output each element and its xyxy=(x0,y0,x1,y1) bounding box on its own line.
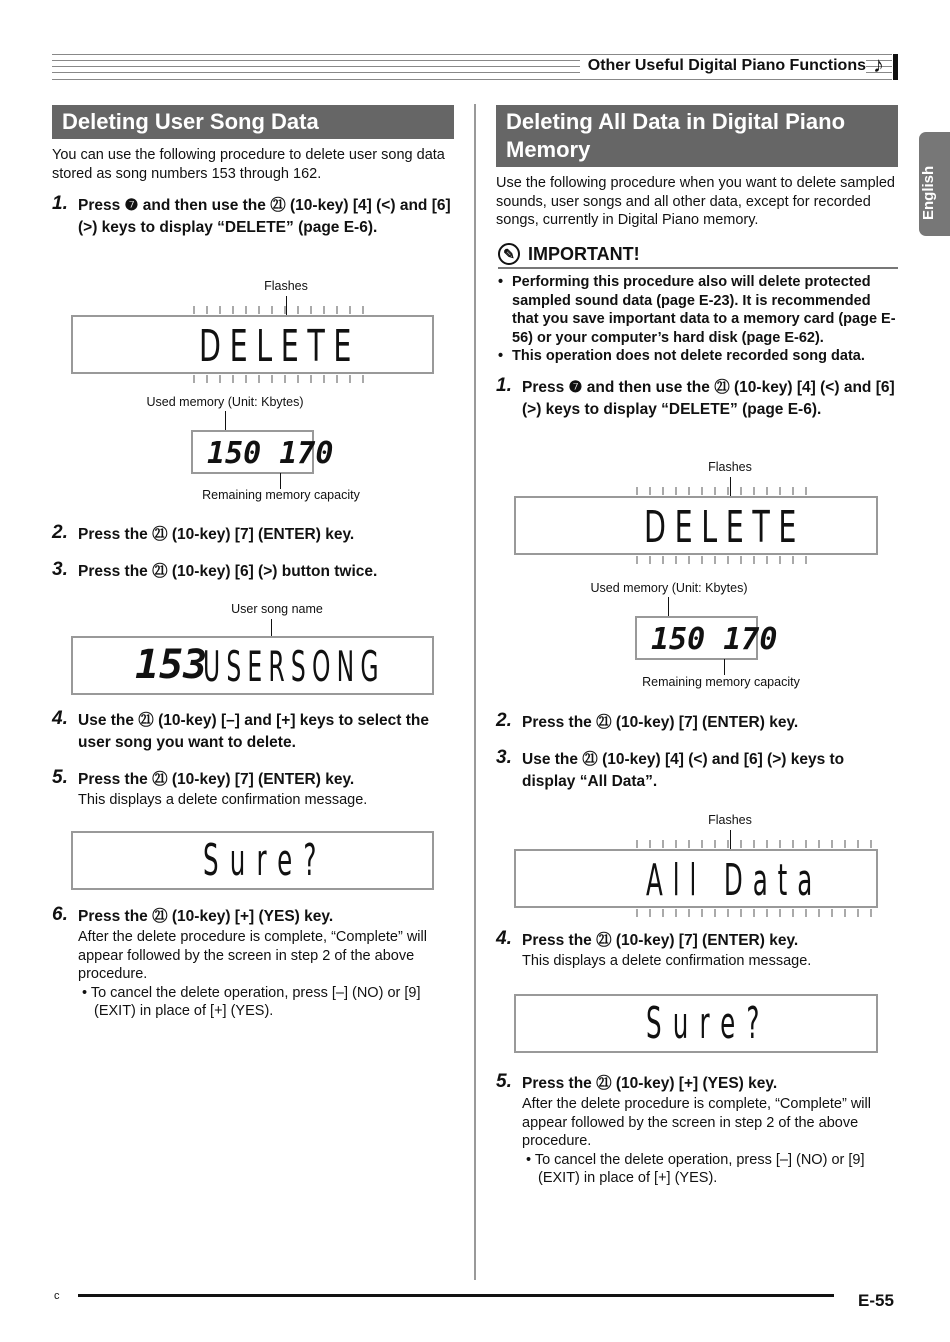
flash-tick xyxy=(701,909,703,917)
flash-tick xyxy=(857,840,859,848)
step-text: Press ❼ and then use the ㉑ (10-key) [4] (<) and [6] (>) keys to display “DELETE” (page E-6). xyxy=(522,379,895,418)
important-header xyxy=(498,243,898,269)
caption-pointer xyxy=(286,296,287,316)
flash-tick xyxy=(636,909,638,917)
lcd-song-number: 153 xyxy=(135,642,208,688)
flash-tick xyxy=(753,487,755,495)
left-step-5 xyxy=(52,767,454,810)
flash-tick xyxy=(362,375,364,383)
caption-used-memory: Used memory (Unit: Kbytes) xyxy=(590,581,748,595)
caption-pointer xyxy=(724,659,725,675)
right-step-2 xyxy=(496,710,896,734)
caption-flashes: Flashes xyxy=(708,460,752,474)
flash-tick xyxy=(805,840,807,848)
flash-tick xyxy=(766,840,768,848)
flash-tick xyxy=(714,556,716,564)
right-step-4 xyxy=(496,928,896,971)
footer-mark: c xyxy=(54,1290,60,1302)
step-text: Use the ㉑ (10-key) [4] (<) and [6] (>) keys to display “All Data”. xyxy=(522,751,845,790)
flash-tick xyxy=(219,306,221,314)
flash-tick xyxy=(284,375,286,383)
language-tab-label: English xyxy=(920,165,937,220)
flash-tick xyxy=(245,375,247,383)
step-text: Press the ㉑ (10-key) [7] (ENTER) key. xyxy=(78,526,355,543)
step-subtext: This displays a delete confirmation message. xyxy=(78,792,368,808)
caption-flashes: Flashes xyxy=(708,813,752,827)
step-bullet: • To cancel the delete operation, press [–] (NO) or [9] (EXIT) in place of [+] (YES). xyxy=(82,984,421,1019)
flash-tick xyxy=(271,306,273,314)
flash-tick xyxy=(662,556,664,564)
flash-tick xyxy=(779,840,781,848)
flash-tick xyxy=(675,840,677,848)
lcd-display-sure xyxy=(71,831,434,890)
flash-tick xyxy=(740,487,742,495)
lcd-text: All Data xyxy=(646,855,823,906)
important-title: IMPORTANT! xyxy=(528,244,640,264)
flash-tick xyxy=(740,909,742,917)
caption-user-song-name: User song name xyxy=(231,602,323,616)
flash-tick xyxy=(792,487,794,495)
flash-tick xyxy=(336,306,338,314)
left-step-6 xyxy=(52,904,454,1021)
flash-tick xyxy=(792,840,794,848)
flash-tick xyxy=(258,375,260,383)
step-subtext: This displays a delete confirmation message. xyxy=(522,953,812,969)
step-subtext: After the delete procedure is complete, “Complete” will appear followed by the screen in step 2 of the above procedure. xyxy=(522,1096,871,1149)
flash-tick xyxy=(766,556,768,564)
music-note-icon: ♪ xyxy=(873,52,884,77)
flash-tick xyxy=(649,909,651,917)
step-text: Press ❼ and then use the ㉑ (10-key) [4] (<) and [6] (>) keys to display “DELETE” (page E-6). xyxy=(78,197,451,236)
caption-used-memory: Used memory (Unit: Kbytes) xyxy=(146,395,304,409)
flash-tick xyxy=(649,556,651,564)
flash-tick xyxy=(727,487,729,495)
flash-tick xyxy=(636,840,638,848)
right-intro: Use the following procedure when you want to delete sampled sounds, user songs and all other data, except for recorded songs, currently in Digital Piano memory. xyxy=(496,175,895,228)
flash-tick xyxy=(662,840,664,848)
flash-tick xyxy=(753,909,755,917)
flash-tick xyxy=(349,375,351,383)
flash-tick xyxy=(310,375,312,383)
flash-tick xyxy=(740,840,742,848)
step-number: 2. xyxy=(496,710,512,731)
flash-tick xyxy=(766,909,768,917)
lcd-memory-value: 150 170 xyxy=(207,436,334,471)
flash-tick xyxy=(701,487,703,495)
flash-tick xyxy=(206,306,208,314)
caption-flashes: Flashes xyxy=(264,279,308,293)
left-intro: You can use the following procedure to delete user song data stored as song numbers 153 through 162. xyxy=(52,147,445,182)
flash-tick xyxy=(701,840,703,848)
language-tab[interactable] xyxy=(919,132,950,236)
flash-tick xyxy=(662,909,664,917)
left-step-3 xyxy=(52,559,452,583)
lcd-text: Sure? xyxy=(646,998,771,1049)
step-number: 3. xyxy=(52,559,68,580)
flash-tick xyxy=(844,909,846,917)
flash-tick xyxy=(844,840,846,848)
flash-tick xyxy=(714,840,716,848)
right-step-5 xyxy=(496,1071,896,1188)
footer-rule xyxy=(78,1294,834,1297)
flash-tick xyxy=(206,375,208,383)
flash-tick xyxy=(193,375,195,383)
flash-tick xyxy=(297,375,299,383)
caption-pointer xyxy=(668,597,669,617)
flash-tick xyxy=(636,556,638,564)
flash-tick xyxy=(818,909,820,917)
caption-pointer xyxy=(730,477,731,497)
right-step-1 xyxy=(496,375,896,421)
flash-tick xyxy=(792,909,794,917)
flash-tick xyxy=(336,375,338,383)
lcd-display-memory xyxy=(635,616,778,660)
flash-tick xyxy=(675,487,677,495)
flash-tick xyxy=(805,487,807,495)
step-bullet: • To cancel the delete operation, press [–] (NO) or [9] (EXIT) in place of [+] (YES). xyxy=(526,1151,865,1186)
flash-tick xyxy=(323,375,325,383)
caption-remaining: Remaining memory capacity xyxy=(642,675,800,689)
lcd-text: Sure? xyxy=(203,835,328,886)
flash-tick xyxy=(232,306,234,314)
lcd-song-name: USERSONG xyxy=(203,642,385,691)
lcd-display-all-data xyxy=(514,849,878,908)
flash-tick xyxy=(714,487,716,495)
flash-tick xyxy=(831,840,833,848)
flash-tick xyxy=(870,909,872,917)
flash-tick xyxy=(766,487,768,495)
flash-tick xyxy=(232,375,234,383)
step-number: 5. xyxy=(52,767,68,788)
flash-tick xyxy=(362,306,364,314)
step-number: 6. xyxy=(52,904,68,925)
flash-tick xyxy=(688,556,690,564)
lcd-display-delete xyxy=(71,315,434,374)
flash-tick xyxy=(245,306,247,314)
lcd-display-sure xyxy=(514,994,878,1053)
left-section-heading: Deleting User Song Data xyxy=(52,105,454,139)
page-number: E-55 xyxy=(858,1291,894,1310)
flash-tick xyxy=(714,909,716,917)
flash-tick xyxy=(675,909,677,917)
left-step-1 xyxy=(52,193,452,239)
flash-tick xyxy=(688,909,690,917)
left-step-4 xyxy=(52,708,454,754)
flash-tick xyxy=(349,306,351,314)
warning-icon: ✎ xyxy=(498,243,520,265)
step-number: 4. xyxy=(52,708,68,729)
flash-tick xyxy=(779,909,781,917)
important-item: • This operation does not delete recorded song data. xyxy=(498,348,865,364)
flash-tick xyxy=(323,306,325,314)
flash-tick xyxy=(805,556,807,564)
lcd-display-user-song xyxy=(71,636,434,695)
step-text: Press the ㉑ (10-key) [7] (ENTER) key. xyxy=(78,771,355,788)
flash-tick xyxy=(740,556,742,564)
flash-tick xyxy=(792,556,794,564)
step-number: 2. xyxy=(52,522,68,543)
flash-tick xyxy=(271,375,273,383)
flash-tick xyxy=(219,375,221,383)
flash-tick xyxy=(636,487,638,495)
step-text: Press the ㉑ (10-key) [7] (ENTER) key. xyxy=(522,714,799,731)
step-text: Press the ㉑ (10-key) [+] (YES) key. xyxy=(78,908,334,925)
flash-tick xyxy=(701,556,703,564)
step-text: Press the ㉑ (10-key) [+] (YES) key. xyxy=(522,1075,778,1092)
right-step-3 xyxy=(496,747,896,793)
flash-tick xyxy=(805,909,807,917)
step-text: Press the ㉑ (10-key) [6] (>) button twice. xyxy=(78,563,378,580)
left-step-2 xyxy=(52,522,452,546)
caption-remaining: Remaining memory capacity xyxy=(202,488,360,502)
flash-tick xyxy=(727,556,729,564)
flash-tick xyxy=(857,909,859,917)
lcd-memory-value: 150 170 xyxy=(651,622,778,657)
step-number: 3. xyxy=(496,747,512,768)
flash-tick xyxy=(675,556,677,564)
flash-tick xyxy=(727,909,729,917)
flash-tick xyxy=(831,909,833,917)
step-subtext: After the delete procedure is complete, “Complete” will appear followed by the screen in step 2 of the above procedure. xyxy=(78,929,427,982)
flash-tick xyxy=(649,840,651,848)
important-list xyxy=(496,273,896,366)
lcd-display-memory xyxy=(191,430,334,474)
flash-tick xyxy=(688,487,690,495)
caption-pointer xyxy=(280,473,281,489)
flash-tick xyxy=(297,306,299,314)
flash-tick xyxy=(779,556,781,564)
flash-tick xyxy=(818,840,820,848)
flash-tick xyxy=(258,306,260,314)
header-title: Other Useful Digital Piano Functions xyxy=(580,57,866,75)
flash-tick xyxy=(753,556,755,564)
step-number: 1. xyxy=(52,193,68,214)
header-end-bar xyxy=(893,54,898,80)
lcd-display-delete xyxy=(514,496,878,555)
flash-tick xyxy=(649,487,651,495)
step-number: 4. xyxy=(496,928,512,949)
caption-pointer xyxy=(730,830,731,850)
right-section-heading: Deleting All Data in Digital Piano Memory xyxy=(496,105,898,167)
important-item: • Performing this procedure also will delete protected sampled sound data (page E-23). It is recommended that you save important data to a memory card (page E-56) or your computer’s hard disk (page E-62). xyxy=(498,274,896,346)
flash-tick xyxy=(779,487,781,495)
flash-tick xyxy=(662,487,664,495)
caption-pointer xyxy=(225,411,226,431)
column-divider xyxy=(474,104,476,1280)
flash-tick xyxy=(753,840,755,848)
flash-tick xyxy=(727,840,729,848)
flash-tick xyxy=(284,306,286,314)
step-number: 5. xyxy=(496,1071,512,1092)
step-text: Use the ㉑ (10-key) [–] and [+] keys to select the user song you want to delete. xyxy=(78,712,430,751)
flash-tick xyxy=(193,306,195,314)
lcd-text: DELETE xyxy=(199,321,361,372)
flash-tick xyxy=(310,306,312,314)
step-text: Press the ㉑ (10-key) [7] (ENTER) key. xyxy=(522,932,799,949)
step-number: 1. xyxy=(496,375,512,396)
lcd-text: DELETE xyxy=(644,502,806,553)
flash-tick xyxy=(688,840,690,848)
flash-tick xyxy=(870,840,872,848)
